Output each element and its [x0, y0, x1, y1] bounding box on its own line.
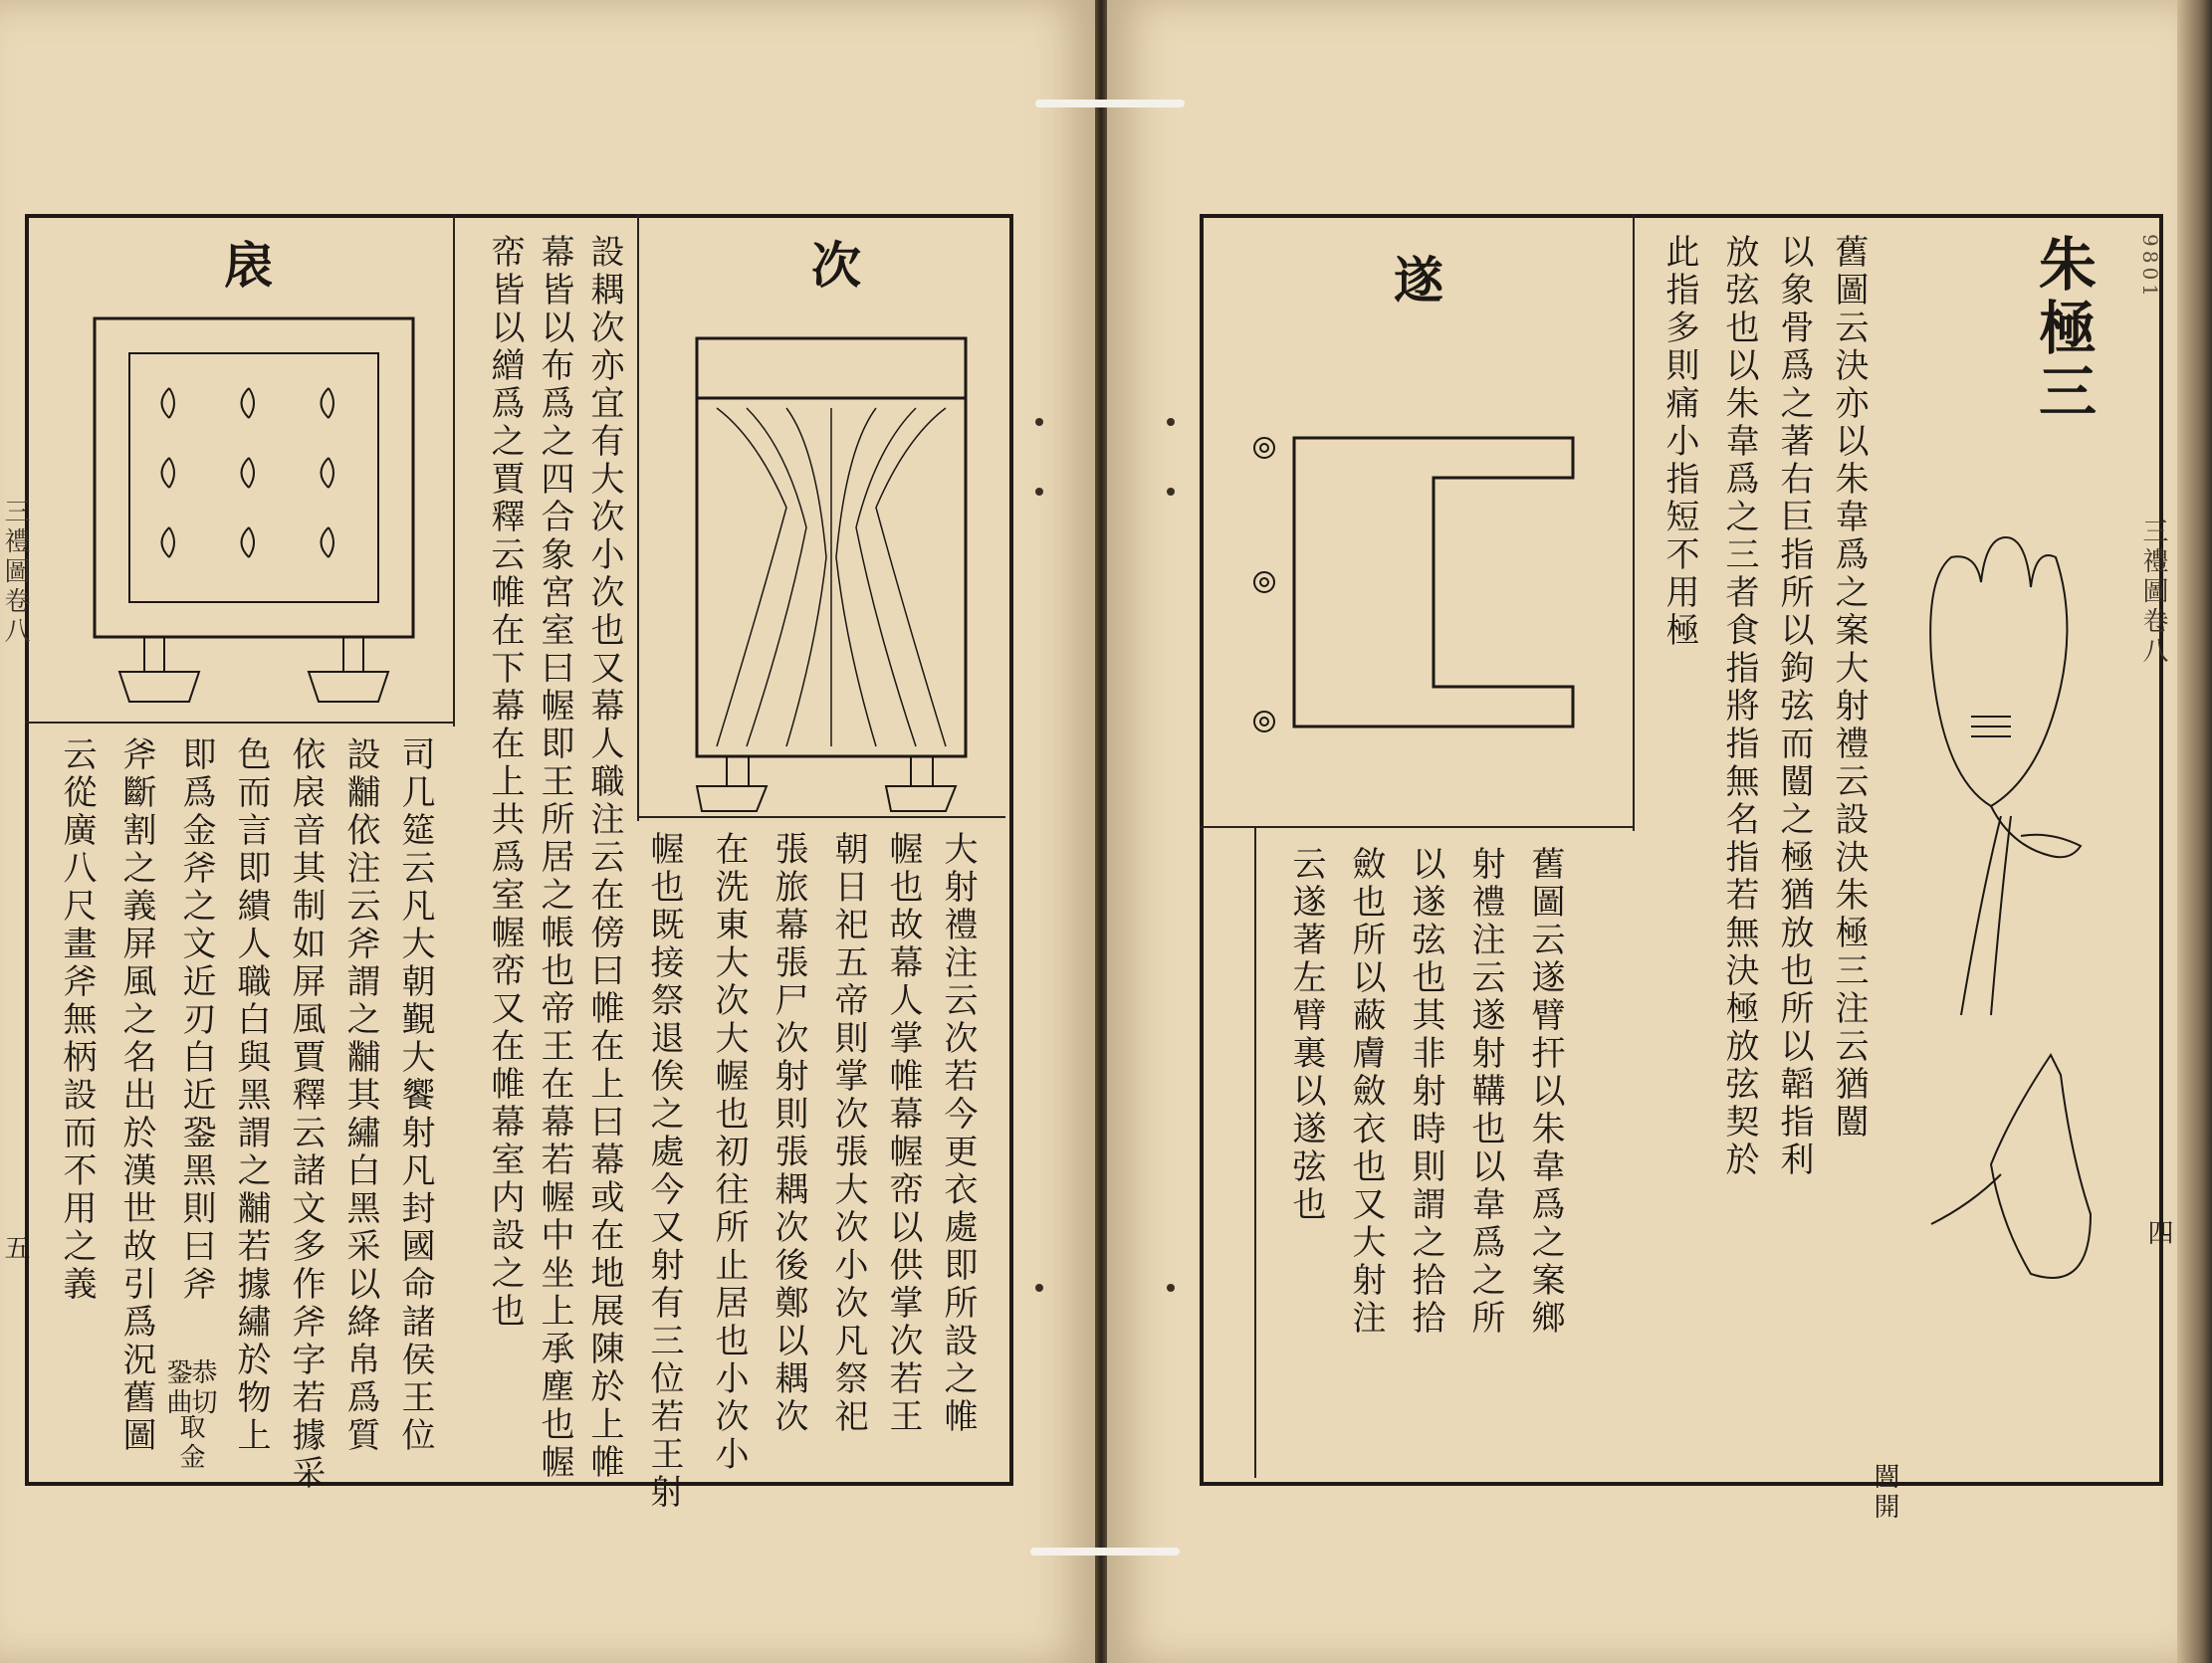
small-note: 取金: [175, 1413, 205, 1473]
text-column: 此指多則痛小指短不用極: [1659, 234, 1699, 650]
text-column: 設耦次亦宜有大次小次也又幕人職注云在傍曰帷在上曰幕或在地展陳於上帷: [584, 234, 624, 1482]
text-column: 大射禮注云次若今更衣處即所設之帷: [938, 831, 978, 1436]
binding-thread-bottom: [1030, 1548, 1180, 1556]
text-column: 斂也所以蔽膚斂衣也又大射注: [1346, 846, 1386, 1338]
figure-label-ci: 次: [803, 239, 862, 295]
binding-hole: [1035, 1284, 1043, 1292]
figure-label-sui: 遂: [1386, 254, 1444, 310]
binding-hole: [1167, 418, 1175, 426]
binding-hole: [1035, 488, 1043, 496]
right-column-divider: [1633, 214, 1635, 831]
binding-hole: [1167, 488, 1175, 496]
text-column: 云遂著左臂裏以遂弦也: [1286, 846, 1326, 1224]
corner-note: 9801: [2138, 234, 2162, 301]
text-column: 設黼依注云斧謂之黼其繡白黑采以絳帛爲質: [340, 736, 380, 1455]
folio-number: 四: [2143, 1219, 2173, 1249]
text-column: 司几筵云凡大朝覲大饗射凡封國命諸侯王位: [395, 736, 435, 1455]
binding-hole: [1035, 418, 1043, 426]
text-column: 幄也故幕人掌帷幕幄帟以供掌次若王: [883, 831, 923, 1436]
text-column: 舊圖云遂臂扞以朱韋爲之案鄉: [1525, 846, 1565, 1338]
right-figure-divider: [1200, 826, 1635, 828]
left-column-divider: [453, 214, 455, 727]
text-column: 依扆音其制如屏風賈釋云諸文多作斧字若據采: [286, 736, 326, 1493]
arm-guard-illustration: [1244, 428, 1603, 756]
text-column: 朝日祀五帝則掌次張大次小次凡祭祀: [828, 831, 868, 1436]
text-column: 幕皆以布爲之四合象宮室曰幄即王所居之帳也帝王在幕若幄中坐上承塵也幄: [535, 234, 574, 1482]
small-note: 恭切: [187, 1358, 217, 1418]
side-tab: 三禮圖卷八: [0, 498, 30, 647]
text-column: 云從廣八尺畫斧無柄設而不用之義: [57, 736, 97, 1304]
text-column: 放弦也以朱韋爲之三者食指將指無名指若無決極放弦契於: [1719, 234, 1759, 1179]
text-column: 舊圖云決亦以朱韋爲之案大射禮云設決朱極三注云猶闓: [1829, 234, 1869, 1142]
text-column: 帟皆以繒爲之賈釋云帷在下幕在上共爲室幄帟又在帷幕室内設之也: [485, 234, 525, 1331]
binding-hole: [1167, 1284, 1175, 1292]
text-column: 幄也既接祭退俟之處今又射有三位若王射: [644, 831, 684, 1512]
small-note: 闓開: [1870, 1463, 1899, 1523]
text-column: 在洗東大次大幄也初往所止居也小次小: [709, 831, 749, 1474]
text-column: 色而言即繢人職白與黑謂之黼若據繡於物上: [231, 736, 271, 1455]
small-note: 銎曲: [162, 1358, 192, 1418]
binding-thread-top: [1035, 100, 1185, 107]
text-column: 張旅幕張尸次射則張耦次後鄭以耦次: [769, 831, 808, 1436]
section-title: 朱極三: [2029, 234, 2097, 425]
book-page-edge: [2177, 0, 2212, 1663]
text-column: 以遂弦也其非射時則謂之拾拾: [1406, 846, 1445, 1338]
tent-illustration: [687, 328, 976, 826]
book-gutter: [1095, 0, 1107, 1663]
left-inner-divider: [637, 214, 639, 821]
side-tab: 三禮圖卷八: [2138, 518, 2168, 667]
text-column: 射禮注云遂射鞲也以韋爲之所: [1465, 846, 1505, 1338]
text-column: 以象骨爲之著右巨指所以鉤弦而闓之極猶放也所以韜指利: [1774, 234, 1814, 1179]
figure-label-yi: 扆: [216, 239, 275, 295]
right-figure-right-edge: [1254, 826, 1256, 1478]
screen-illustration: [90, 313, 418, 731]
folio-number: 五: [0, 1234, 30, 1264]
text-column: 斧斷割之義屏風之名出於漢世故引爲況舊圖: [116, 736, 156, 1455]
finger-guard-illustration: [1911, 468, 2110, 1363]
text-column: 即爲金斧之文近刃白近銎黑則曰斧: [176, 736, 216, 1304]
